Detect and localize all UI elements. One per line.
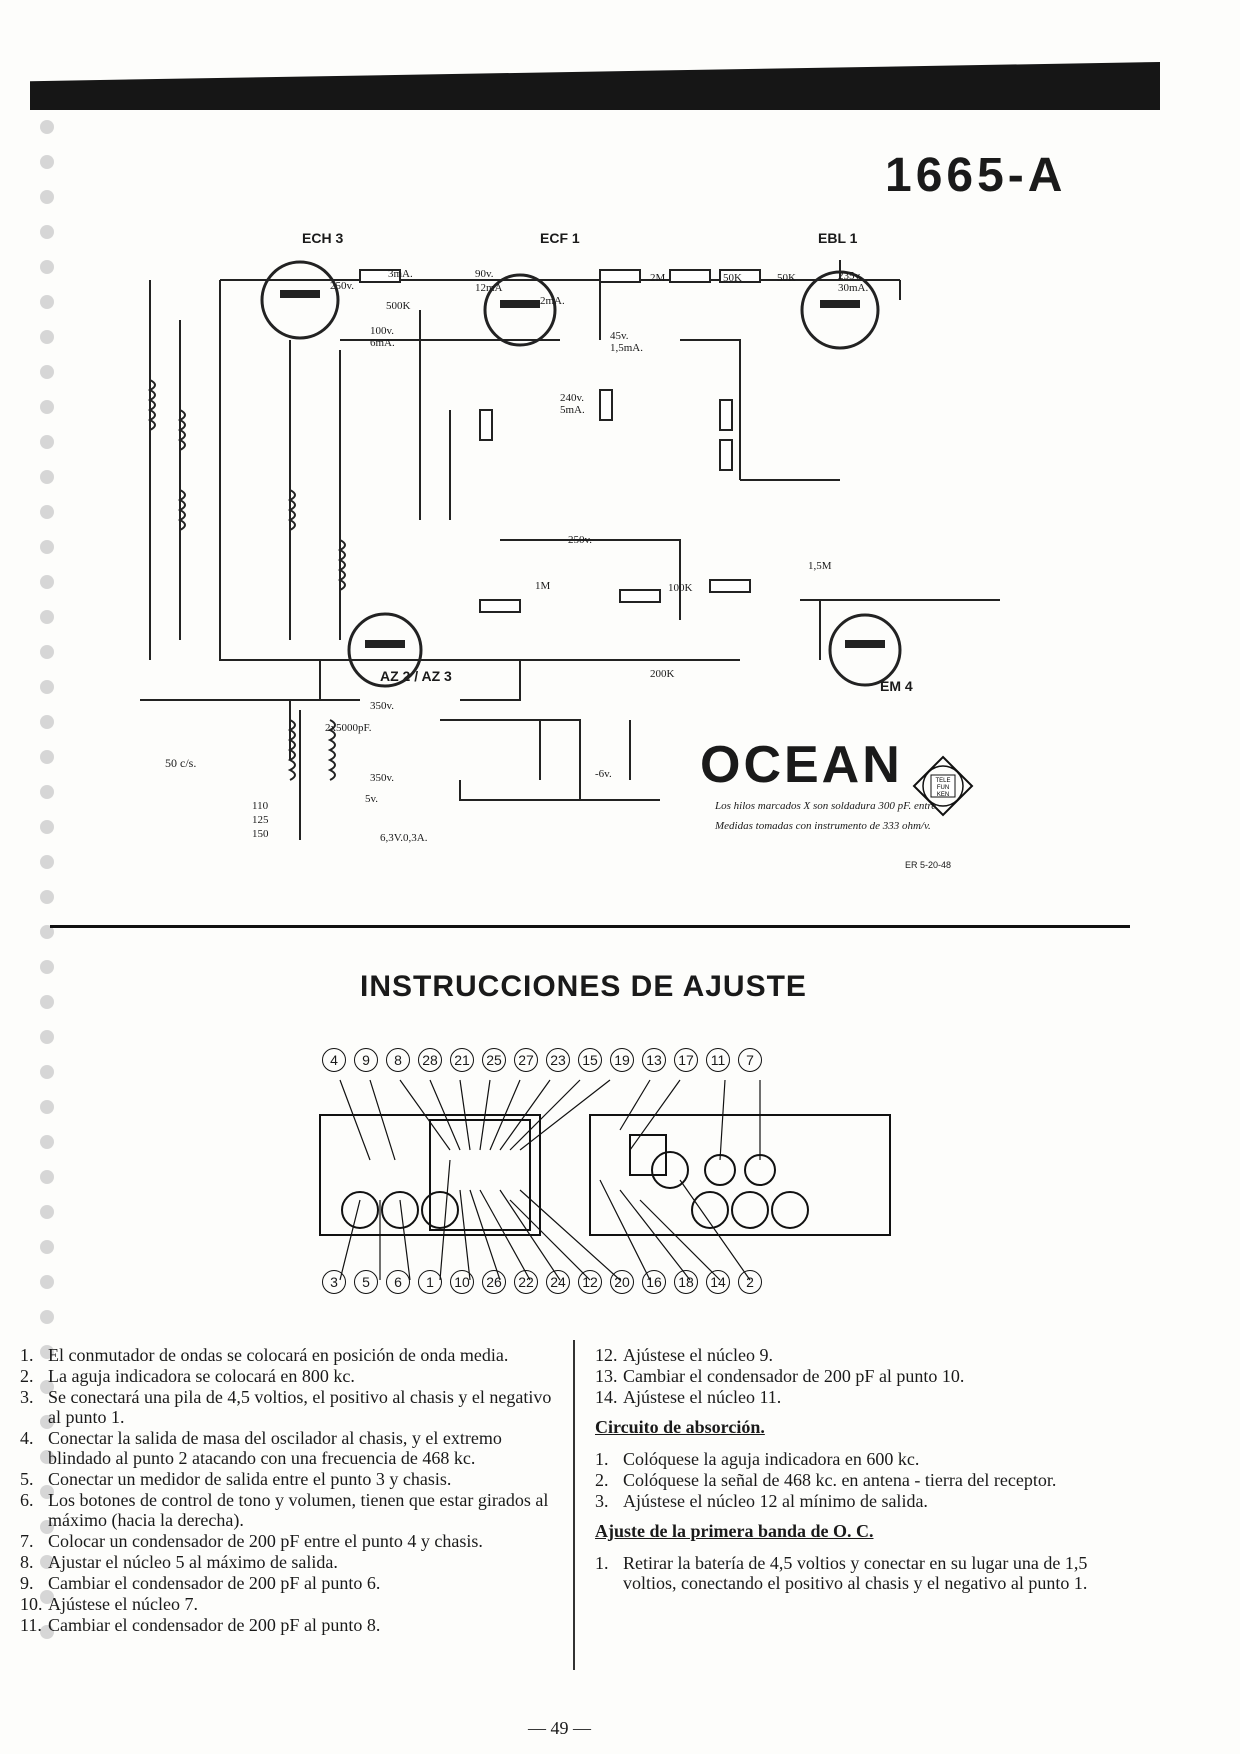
label-5v: 5v. [365,793,379,805]
step-number: 1. [595,1449,609,1469]
adjust-point-label: 25 [482,1048,506,1072]
step-text: Colóquese la señal de 468 kc. en antena - tierra del receptor. [623,1470,1057,1490]
svg-text:KEN: KEN [936,792,950,798]
adjust-point-label: 1 [418,1270,442,1294]
label-500k: 500K [386,300,411,312]
step-number: 10. [20,1594,43,1614]
model-number: 1665-A [885,149,1067,202]
instructions-title: INSTRUCCIONES DE AJUSTE [360,970,807,1003]
absorcion-title: Circuito de absorción. [595,1417,765,1437]
adjust-point-label: 13 [642,1048,666,1072]
adjust-point-label: 4 [322,1048,346,1072]
left-step [20,1387,560,1427]
adjust-point-label: 23 [546,1048,570,1072]
step-number: 3. [20,1387,34,1407]
banda-step [595,1553,1120,1593]
adjust-point-label: 5 [354,1270,378,1294]
label-tap-125: 125 [252,814,269,826]
adjust-point-label: 27 [514,1048,538,1072]
step-number: 3. [595,1491,609,1511]
right-step [595,1387,1120,1407]
banda-title: Ajuste de la primera banda de O. C. [595,1521,874,1541]
section-divider [50,925,1130,928]
adjust-point-label: 17 [674,1048,698,1072]
label-tap-150: 150 [252,828,269,840]
step-number: 9. [20,1573,34,1593]
step-number: 1. [20,1345,34,1365]
left-step [20,1573,560,1593]
left-step [20,1345,560,1365]
label-50k-a: 50K [723,272,742,284]
label-2m: 2M [650,272,666,284]
step-number: 4. [20,1428,34,1448]
adjust-point-label: 18 [674,1270,698,1294]
tube-label-az2: AZ 2 / AZ 3 [380,668,452,684]
adjustment-board-diagram [300,1040,940,1300]
label-200k: 200K [650,668,675,680]
note-measurements: Medidas tomadas con instrumento de 333 ohm/v. [715,820,931,832]
adjust-point-label: 24 [546,1270,570,1294]
label-350v-b: 350v. [370,772,395,784]
tube-label-ech3: ECH 3 [302,230,344,246]
step-text: Ajústese el núcleo 11. [623,1387,782,1407]
label-235v: 235v. [838,270,863,282]
label-2x5000pf: 2x5000pF. [325,722,372,734]
label-tap-110: 110 [252,800,269,812]
left-step [20,1366,560,1386]
right-step [595,1345,1120,1365]
step-number: 13. [595,1366,618,1386]
label-2ma: 2mA. [540,295,565,307]
step-text: El conmutador de ondas se colocará en posición de onda media. [48,1345,509,1365]
adjust-point-label: 15 [578,1048,602,1072]
left-step [20,1428,560,1468]
step-text: Cambiar el condensador de 200 pF al punto 6. [48,1573,381,1593]
step-number: 8. [20,1552,34,1572]
adjust-point-label: 2 [738,1270,762,1294]
left-step [20,1615,560,1635]
label-250v: 250v. [330,280,355,292]
label-15m: 1,5M [808,560,832,572]
label-3ma: 3mA. [388,268,413,280]
step-number: 5. [20,1469,34,1489]
right-instructions [595,1345,1120,1594]
adjust-point-label: 20 [610,1270,634,1294]
adjust-point-label: 12 [578,1270,602,1294]
print-code: ER 5-20-48 [905,860,952,870]
absorcion-step [595,1449,1120,1469]
absorcion-step [595,1470,1120,1490]
step-text: Los botones de control de tono y volumen, tienen que estar girados al máximo (hacia la derecha). [48,1490,549,1530]
label-12ma: 12mA [475,282,503,294]
note-soldered-wires: Los hilos marcados X son soldadura 300 pF. entre [715,800,937,812]
adjust-point-label: 22 [514,1270,538,1294]
adjust-point-label: 19 [610,1048,634,1072]
left-step [20,1594,560,1614]
page-number: — 49 — [528,1718,591,1738]
brand-name: OCEAN [700,736,903,794]
label-50k-b: 50K [777,272,796,284]
step-text: Colóquese la aguja indicadora en 600 kc. [623,1449,920,1469]
label-minus6v: -6v. [595,768,612,780]
adjust-point-label: 14 [706,1270,730,1294]
left-step [20,1531,560,1551]
label-15ma: 1,5mA. [610,342,643,354]
svg-text:FUN: FUN [936,785,950,791]
tube-label-ebl1: EBL 1 [818,230,858,246]
top-point-row [322,1048,762,1072]
label-350v-a: 350v. [370,700,395,712]
tube-label-em4: EM 4 [880,678,913,694]
step-text: Ajústese el núcleo 9. [623,1345,773,1365]
label-30ma: 30mA. [838,282,869,294]
step-text: Conectar un medidor de salida entre el punto 3 y chasis. [48,1469,452,1489]
left-instructions [20,1345,560,1636]
step-text: Ajustar el núcleo 5 al máximo de salida. [48,1552,338,1572]
adjust-point-label: 28 [418,1048,442,1072]
adjust-point-label: 26 [482,1270,506,1294]
step-number: 2. [595,1470,609,1490]
step-number: 2. [20,1366,34,1386]
adjust-point-label: 10 [450,1270,474,1294]
adjust-point-label: 3 [322,1270,346,1294]
step-number: 12. [595,1345,618,1365]
step-text: Cambiar el condensador de 200 pF al punto 8. [48,1615,381,1635]
step-number: 6. [20,1490,34,1510]
left-step [20,1552,560,1572]
absorcion-step [595,1491,1120,1511]
label-250v-rail: 250v. [568,534,593,546]
label-100k: 100K [668,582,693,594]
step-number: 1. [595,1553,609,1573]
step-text: Retirar la batería de 4,5 voltios y conectar en su lugar una de 1,5 voltios, conectando el positivo al chasis y el negativo al punto 1. [623,1553,1088,1593]
bottom-point-row [322,1270,762,1294]
label-90v: 90v. [475,268,494,280]
tube-label-ecf1: ECF 1 [540,230,580,246]
svg-text:TELE: TELE [935,778,951,784]
adjust-point-label: 7 [738,1048,762,1072]
step-text: Colocar un condensador de 200 pF entre el punto 4 y chasis. [48,1531,483,1551]
adjust-point-label: 9 [354,1048,378,1072]
scan-top-band [30,62,1160,110]
label-5ma: 5mA. [560,404,585,416]
label-lamp: 6,3V.0,3A. [380,832,428,844]
adjust-point-label: 21 [450,1048,474,1072]
label-100v: 100v. [370,325,395,337]
step-number: 11. [20,1615,42,1635]
step-text: Se conectará una pila de 4,5 voltios, el positivo al chasis y el negativo al punto 1. [48,1387,552,1427]
step-number: 14. [595,1387,618,1407]
step-text: Cambiar el condensador de 200 pF al punto 10. [623,1366,965,1386]
step-number: 7. [20,1531,34,1551]
label-50cs: 50 c/s. [165,756,197,770]
step-text: Ajústese el núcleo 12 al mínimo de salida. [623,1491,928,1511]
left-step [20,1469,560,1489]
step-text: Ajústese el núcleo 7. [48,1594,198,1614]
adjust-point-label: 11 [706,1048,730,1072]
right-step [595,1366,1120,1386]
adjust-point-label: 16 [642,1270,666,1294]
column-divider [573,1340,575,1670]
step-text: La aguja indicadora se colocará en 800 kc. [48,1366,355,1386]
label-1m: 1M [535,580,551,592]
step-text: Conectar la salida de masa del oscilador al chasis, y el extremo blindado al punto 2 atacando con una frecuencia de 468 kc. [48,1428,502,1468]
label-45v: 45v. [610,330,629,342]
label-6ma: 6mA. [370,337,395,349]
left-step [20,1490,560,1530]
adjust-point-label: 8 [386,1048,410,1072]
adjust-point-label: 6 [386,1270,410,1294]
label-240v: 240v. [560,392,585,404]
